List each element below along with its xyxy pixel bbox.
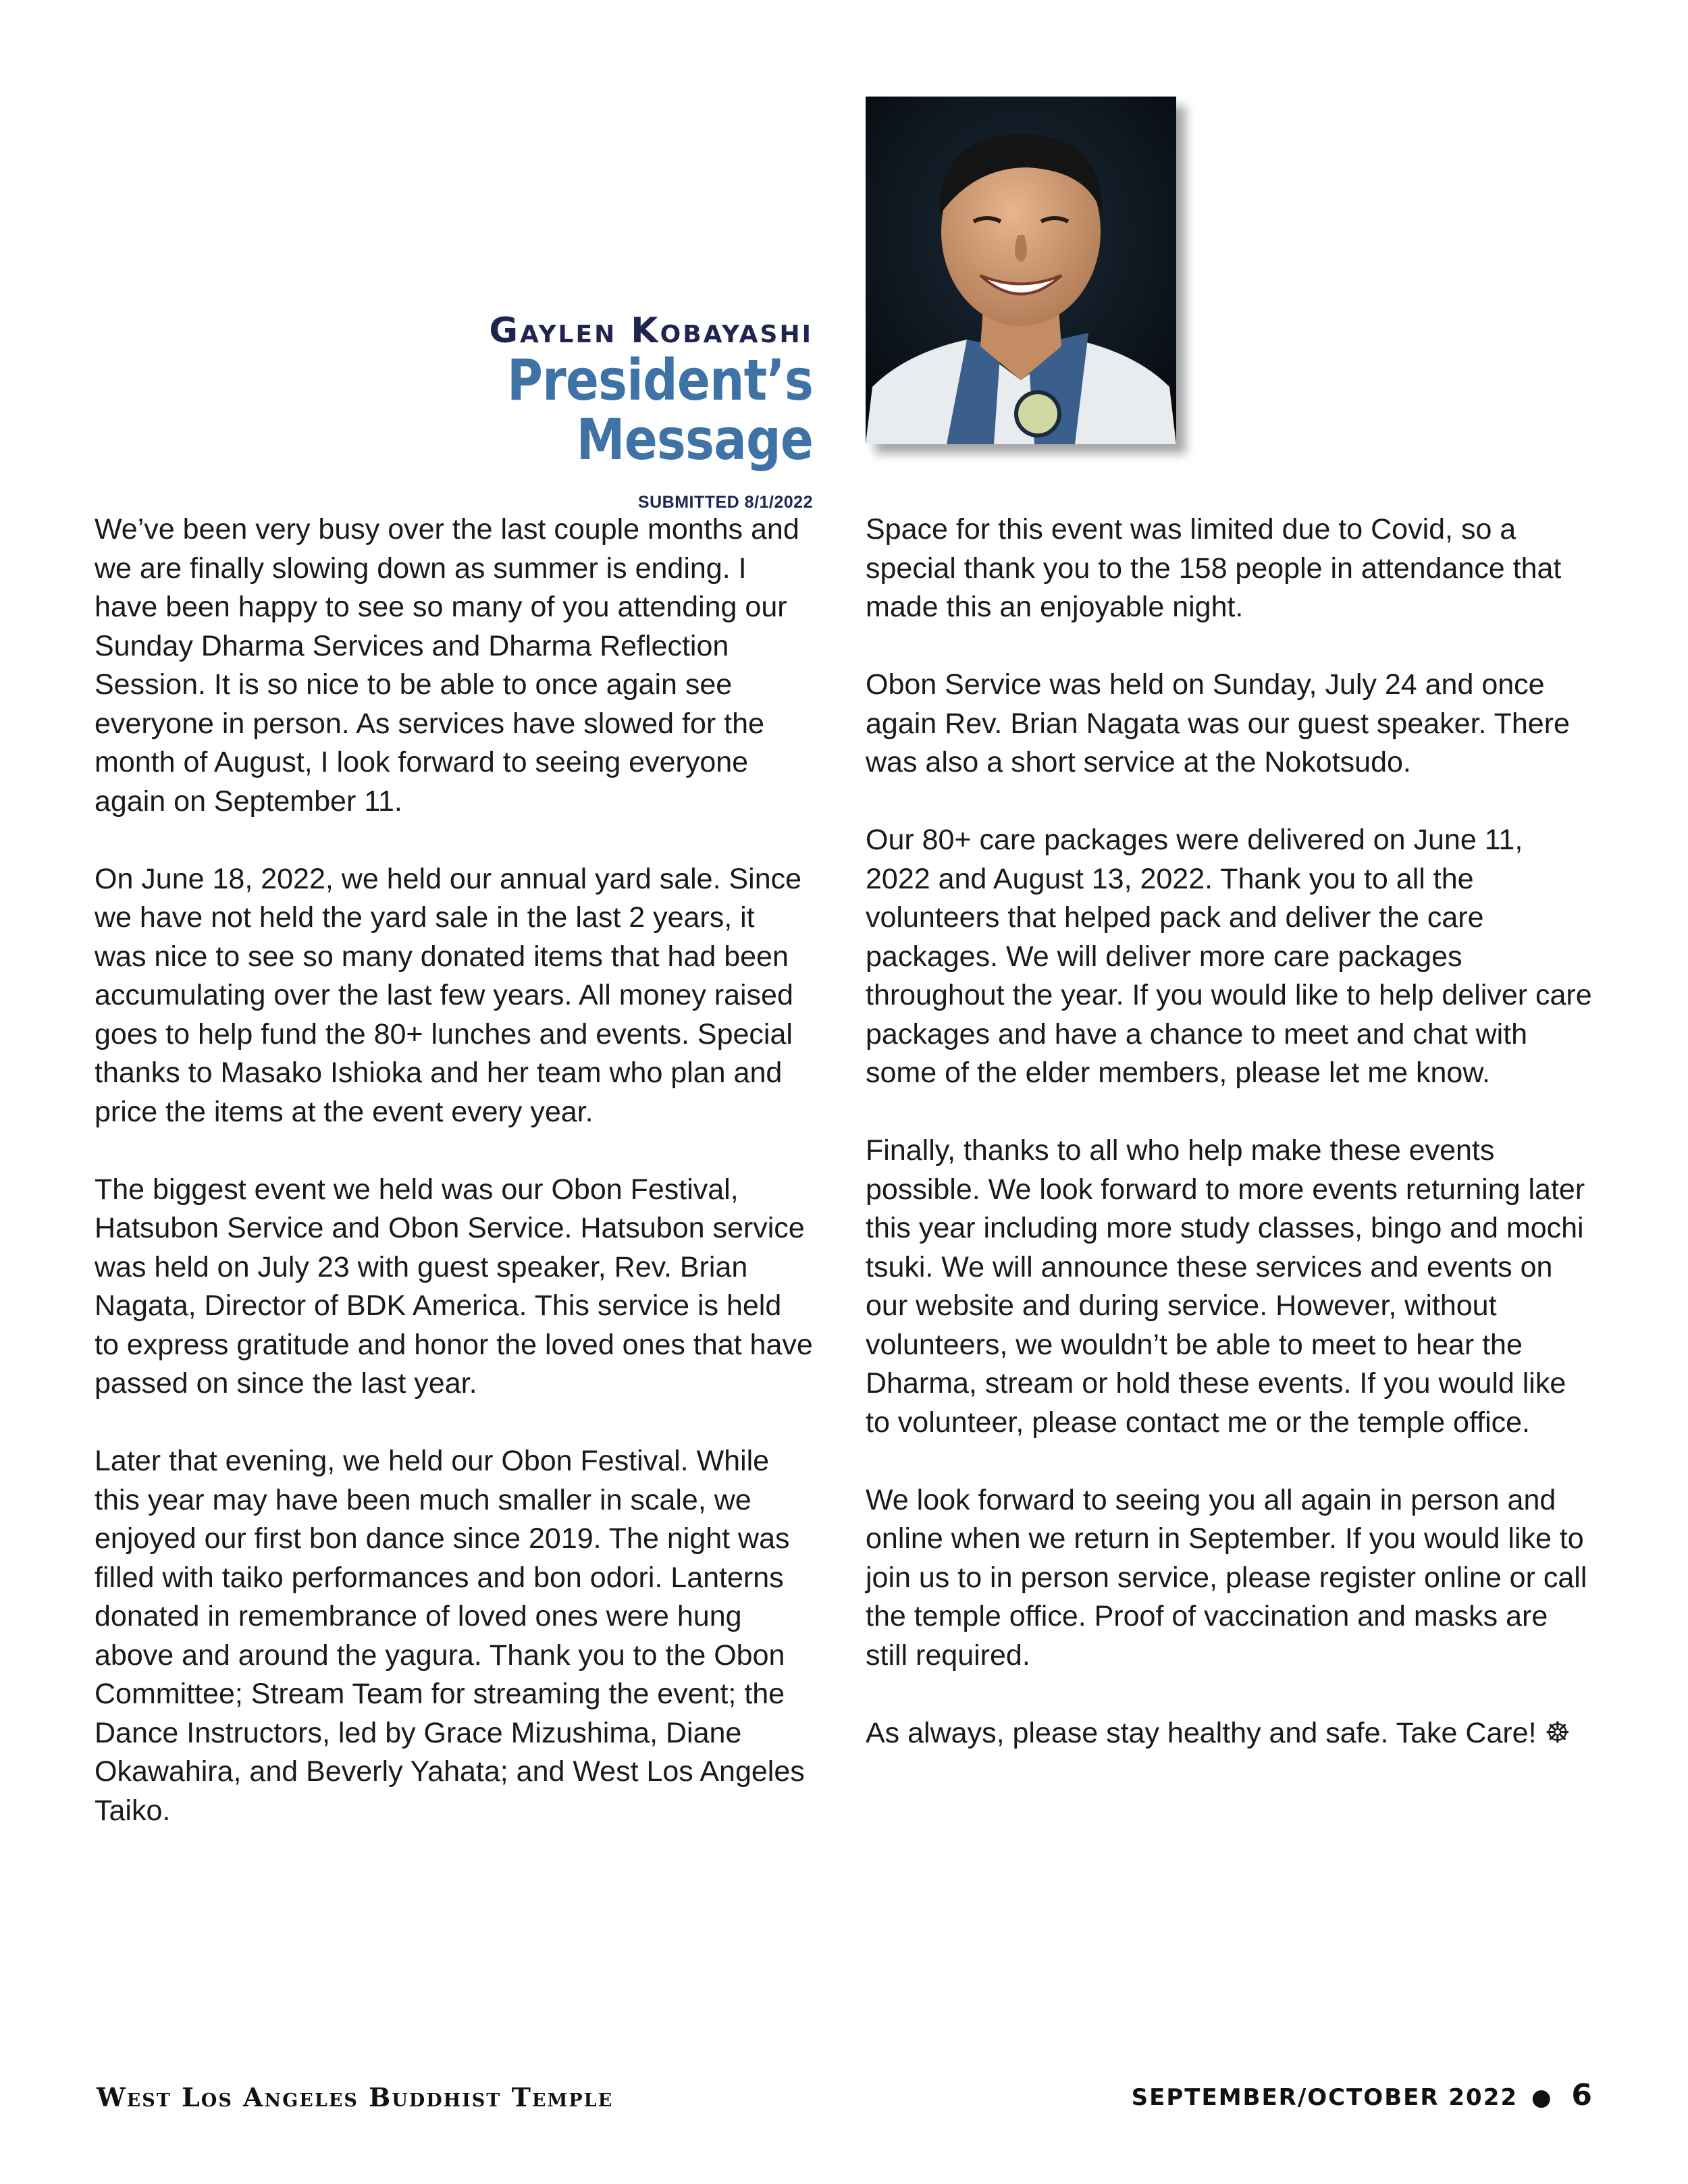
paragraph: The biggest event we held was our Obon Festival, Hatsubon Service and Obon Service. Hatsubon service was held on July 23 with guest speaker, Rev. Brian Nagata, Director of BDK America. This service is held to express gratitude and honor the loved ones that have passed on since the last year. [95,1173,813,1400]
article-title: President’s Message [507,347,813,473]
paragraph: Finally, thanks to all who help make these events possible. We look forward to more events returning later this year including more study classes, bingo and mochi tsuki. We will announce these services and events on our website and during service. However, without volunteers, we wouldn’t be able to meet to hear the Dharma, stream or hold these events. If you would like to volunteer, please contact me or the temple office. [866,1134,1585,1439]
bullet-icon: ● [1531,2084,1553,2111]
paragraph: Obon Service was held on Sunday, July 24 and once again Rev. Brian Nagata was our guest speaker. There was also a short service at the Nokotsudo. [866,668,1570,778]
paragraph: We look forward to seeing you all again in person and online when we return in September. If you would like to join us to in person service, please register online or call the temple office. Proof of vaccination and masks are still required. [866,1483,1587,1672]
portrait-photo [866,97,1176,444]
paragraph: Space for this event was limited due to Covid, so a special thank you to the 158 people in attendance that made this an enjoyable night. [866,513,1562,623]
paragraph: On June 18, 2022, we held our annual yard sale. Since we have not held the yard sale in the last 2 years, it was nice to see so many donated items that had been accumulating over the last few years. All money raised goes to help fund the 80+ lunches and events. Special thanks to Masako Ishioka and her team who plan and price the items at the event every year. [95,862,802,1128]
article-header [270,312,813,512]
paragraph: Later that evening, we held our Obon Festival. While this year may have been much smaller in scale, we enjoyed our first bon dance since 2019. The night was filled with taiko performances and bon odori. Lanterns donated in remembrance of loved ones were hung above and around the yagura. Thank you to the Obon Committee; Stream Team for streaming the event; the Dance Instructors, led by Grace Mizushima, Diane Okawahira, and Beverly Yahata; and West Los Angeles Taiko. [95,1445,805,1827]
author-name: Gaylen Kobayashi [489,311,813,351]
footer-organization: West Los Angeles Buddhist Temple [97,2082,614,2112]
paragraph: As always, please stay healthy and safe. Take Care! ☸ [866,1716,1571,1749]
submitted-date: SUBMITTED 8/1/2022 [637,492,813,512]
left-column [95,510,814,1869]
issue-date: SEPTEMBER/OCTOBER 2022 [1131,2084,1519,2111]
portrait-illustration [866,97,1176,444]
footer-issue [1132,2078,1593,2112]
paragraph: We’ve been very busy over the last couple months and we are finally slowing down as summer is ending. I have been happy to see so many of you attending our Sunday Dharma Services and Dharma Reflection Session. It is so nice to be able to once again see everyone in person. As services have slowed for the month of August, I look forward to seeing everyone again on September 11. [95,513,799,818]
page-number: 6 [1571,2078,1593,2112]
paragraph: Our 80+ care packages were delivered on June 11, 2022 and August 13, 2022. Thank you to all the volunteers that helped pack and deliver the care packages. We will deliver more care packages throughout the year. If you would like to help deliver care packages and have a chance to meet and chat with some of the elder members, please let me know. [866,824,1592,1089]
right-column [866,510,1595,1792]
